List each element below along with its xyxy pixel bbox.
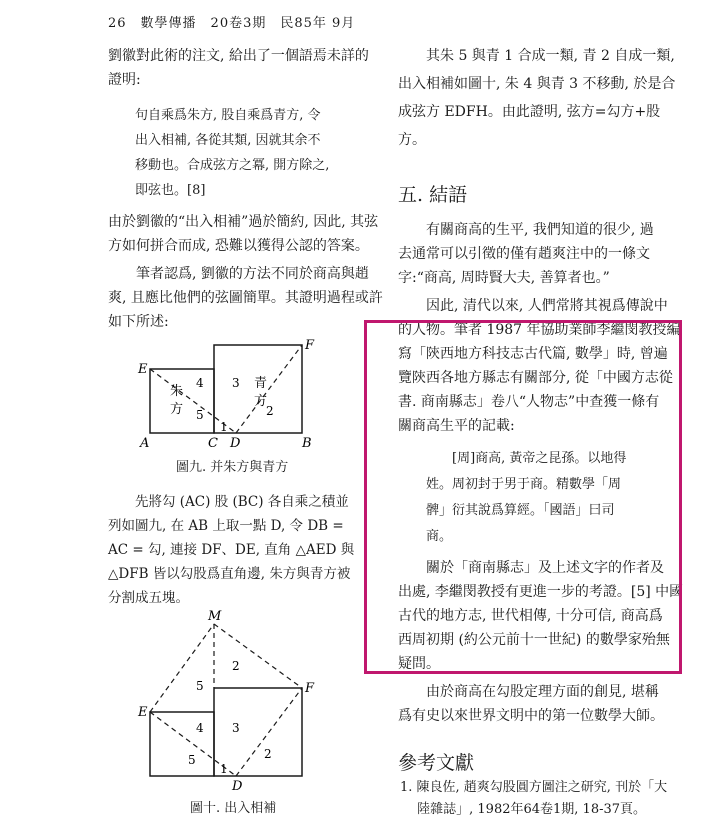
label-B: B (302, 436, 312, 451)
label-D: D (232, 779, 243, 793)
zhu-square (150, 712, 214, 776)
label-A: A (140, 436, 150, 451)
section-heading: 五. 結語 (398, 184, 468, 206)
right-p1-l4: 方。 (398, 132, 426, 148)
label-M: M (208, 609, 222, 624)
label-E: E (138, 362, 148, 377)
reference-1-l1: 1. 陳良佐, 趙爽勾股圓方圖注之研究, 刊於「大 (400, 780, 668, 795)
label-5-top: 5 (196, 679, 204, 693)
label-qing: 青 (254, 376, 268, 391)
label-E: E (138, 705, 148, 720)
right-p2-l1: 有關商高的生平, 我們知道的很少, 過 (398, 222, 654, 238)
left-p4-l3: AC = 勾, 連接 DF、DE, 直角 △AED 與 (108, 542, 355, 558)
right-p3-l3: 寫「陝西地方科技志古代篇, 數學」時, 曾遍 (398, 346, 668, 362)
right-p3-l4: 覽陝西各地方縣志有關部分, 從「中國方志從 (398, 370, 673, 386)
left-p3-l2: 爽, 且應比他們的弦圖簡單。其證明過程或許 (108, 290, 383, 306)
right-p4-l1: 關於「商南縣志」及上述文字的作者及 (398, 560, 664, 576)
label-F: F (305, 338, 315, 353)
label-fang: 方 (170, 402, 184, 417)
right-quote-line: [周]商高, 黃帝之昆孫。以地得 (452, 451, 627, 466)
left-p1-l1: 劉徽對此術的注文, 給出了一個語焉未詳的 (108, 48, 369, 64)
right-quote-line: 商。 (426, 529, 453, 544)
reference-1-l2: 陸雜誌」, 1982年64卷1期, 18-37頁。 (400, 802, 647, 817)
figure-9-diagram (130, 335, 330, 455)
quote-line: 移動也。合成弦方之冪, 開方除之, (135, 158, 330, 173)
zhu-square (150, 369, 214, 433)
label-2-top: 2 (232, 659, 240, 673)
left-p3-l3: 如下所述: (108, 314, 169, 330)
label-zhu: 朱 (170, 384, 184, 399)
label-1: 1 (220, 420, 228, 434)
label-F: F (305, 681, 315, 696)
quote-line: 即弦也。[8] (135, 183, 206, 198)
left-p2-l2: 方如何拼合而成, 恐難以獲得公認的答案。 (108, 238, 369, 254)
label-C: C (208, 436, 218, 451)
left-p4-l2: 列如圖九, 在 AB 上取一點 D, 令 DB = (108, 518, 344, 534)
label-1: 1 (220, 762, 228, 776)
left-p4-l5: 分割成五塊。 (108, 590, 189, 606)
right-p2-l3: 字:“商高, 周時賢大夫, 善算者也。” (398, 270, 610, 286)
quote-line: 出入相補, 各從其類, 因就其余不 (135, 133, 321, 148)
right-p4-l3: 古代的地方志, 世代相傳, 十分可信, 商高爲 (398, 608, 663, 624)
label-5: 5 (196, 408, 204, 422)
figure-10-diagram (130, 608, 330, 793)
right-p3-l2: 的人物。筆者 1987 年協助業師李繼閔教授編 (398, 322, 681, 338)
label-2: 2 (266, 404, 274, 418)
left-p2-l1: 由於劉徽的“出入相補”過於簡約, 因此, 其弦 (108, 214, 379, 230)
figure-9-caption: 圖九. 并朱方與青方 (176, 460, 289, 475)
figure-10-caption: 圖十. 出入相補 (190, 801, 277, 816)
right-p4-l4: 西周初期 (約公元前十一世紀) 的數學家殆無 (398, 632, 670, 648)
right-p1-l1: 其朱 5 與青 1 合成一類, 青 2 自成一類, (398, 48, 675, 64)
right-p4-l2: 出處, 李繼閔教授有更進一步的考證。[5] 中國 (398, 584, 684, 600)
references-heading: 參考文獻 (398, 752, 475, 774)
label-4: 4 (196, 376, 204, 390)
right-p3-l1: 因此, 清代以來, 人們常將其視爲傳說中 (398, 298, 668, 314)
quote-line: 句自乘爲朱方, 股自乘爲青方, 令 (135, 108, 321, 123)
label-3: 3 (232, 376, 240, 390)
running-header: 26 數學傳播 20卷3期 民85年 9月 (108, 16, 356, 31)
left-p4-l1: 先將勾 (AC) 股 (BC) 各自乘之積並 (135, 494, 349, 510)
label-fang2: 方 (254, 394, 268, 409)
left-p3-l1: 筆者認爲, 劉徽的方法不同於商高與趙 (108, 266, 369, 282)
highlight-box (364, 320, 682, 674)
right-quote-line: 髀」衍其說爲算經。「國語」曰司 (426, 503, 615, 518)
label-5: 5 (188, 753, 196, 767)
label-3: 3 (232, 721, 240, 735)
left-p1-l2: 證明: (108, 72, 141, 88)
right-p5-l2: 爲有史以來世界文明中的第一位數學大師。 (398, 708, 664, 724)
label-2: 2 (264, 747, 272, 761)
right-p5-l1: 由於商高在勾股定理方面的創見, 堪稱 (398, 684, 659, 700)
left-p4-l4: △DFB 皆以勾股爲直角邊, 朱方與青方被 (108, 566, 351, 582)
label-4: 4 (196, 721, 204, 735)
right-p3-l5: 書. 商南縣志」卷八“人物志”中查獲一條有 (398, 394, 660, 410)
right-p3-l6: 關商高生平的記載: (398, 418, 515, 434)
right-p2-l2: 去通常可以引徵的僅有趙爽注中的一條文 (398, 246, 650, 262)
right-quote-line: 姓。周初封于男于商。精數學「周 (426, 477, 622, 492)
right-p1-l3: 成弦方 EDFH。由此證明, 弦方=勾方+股 (398, 104, 661, 120)
right-p1-l2: 出入相補如圖十, 朱 4 與青 3 不移動, 於是合 (398, 76, 676, 92)
label-D: D (230, 436, 241, 451)
right-p4-l5: 疑問。 (398, 656, 440, 672)
